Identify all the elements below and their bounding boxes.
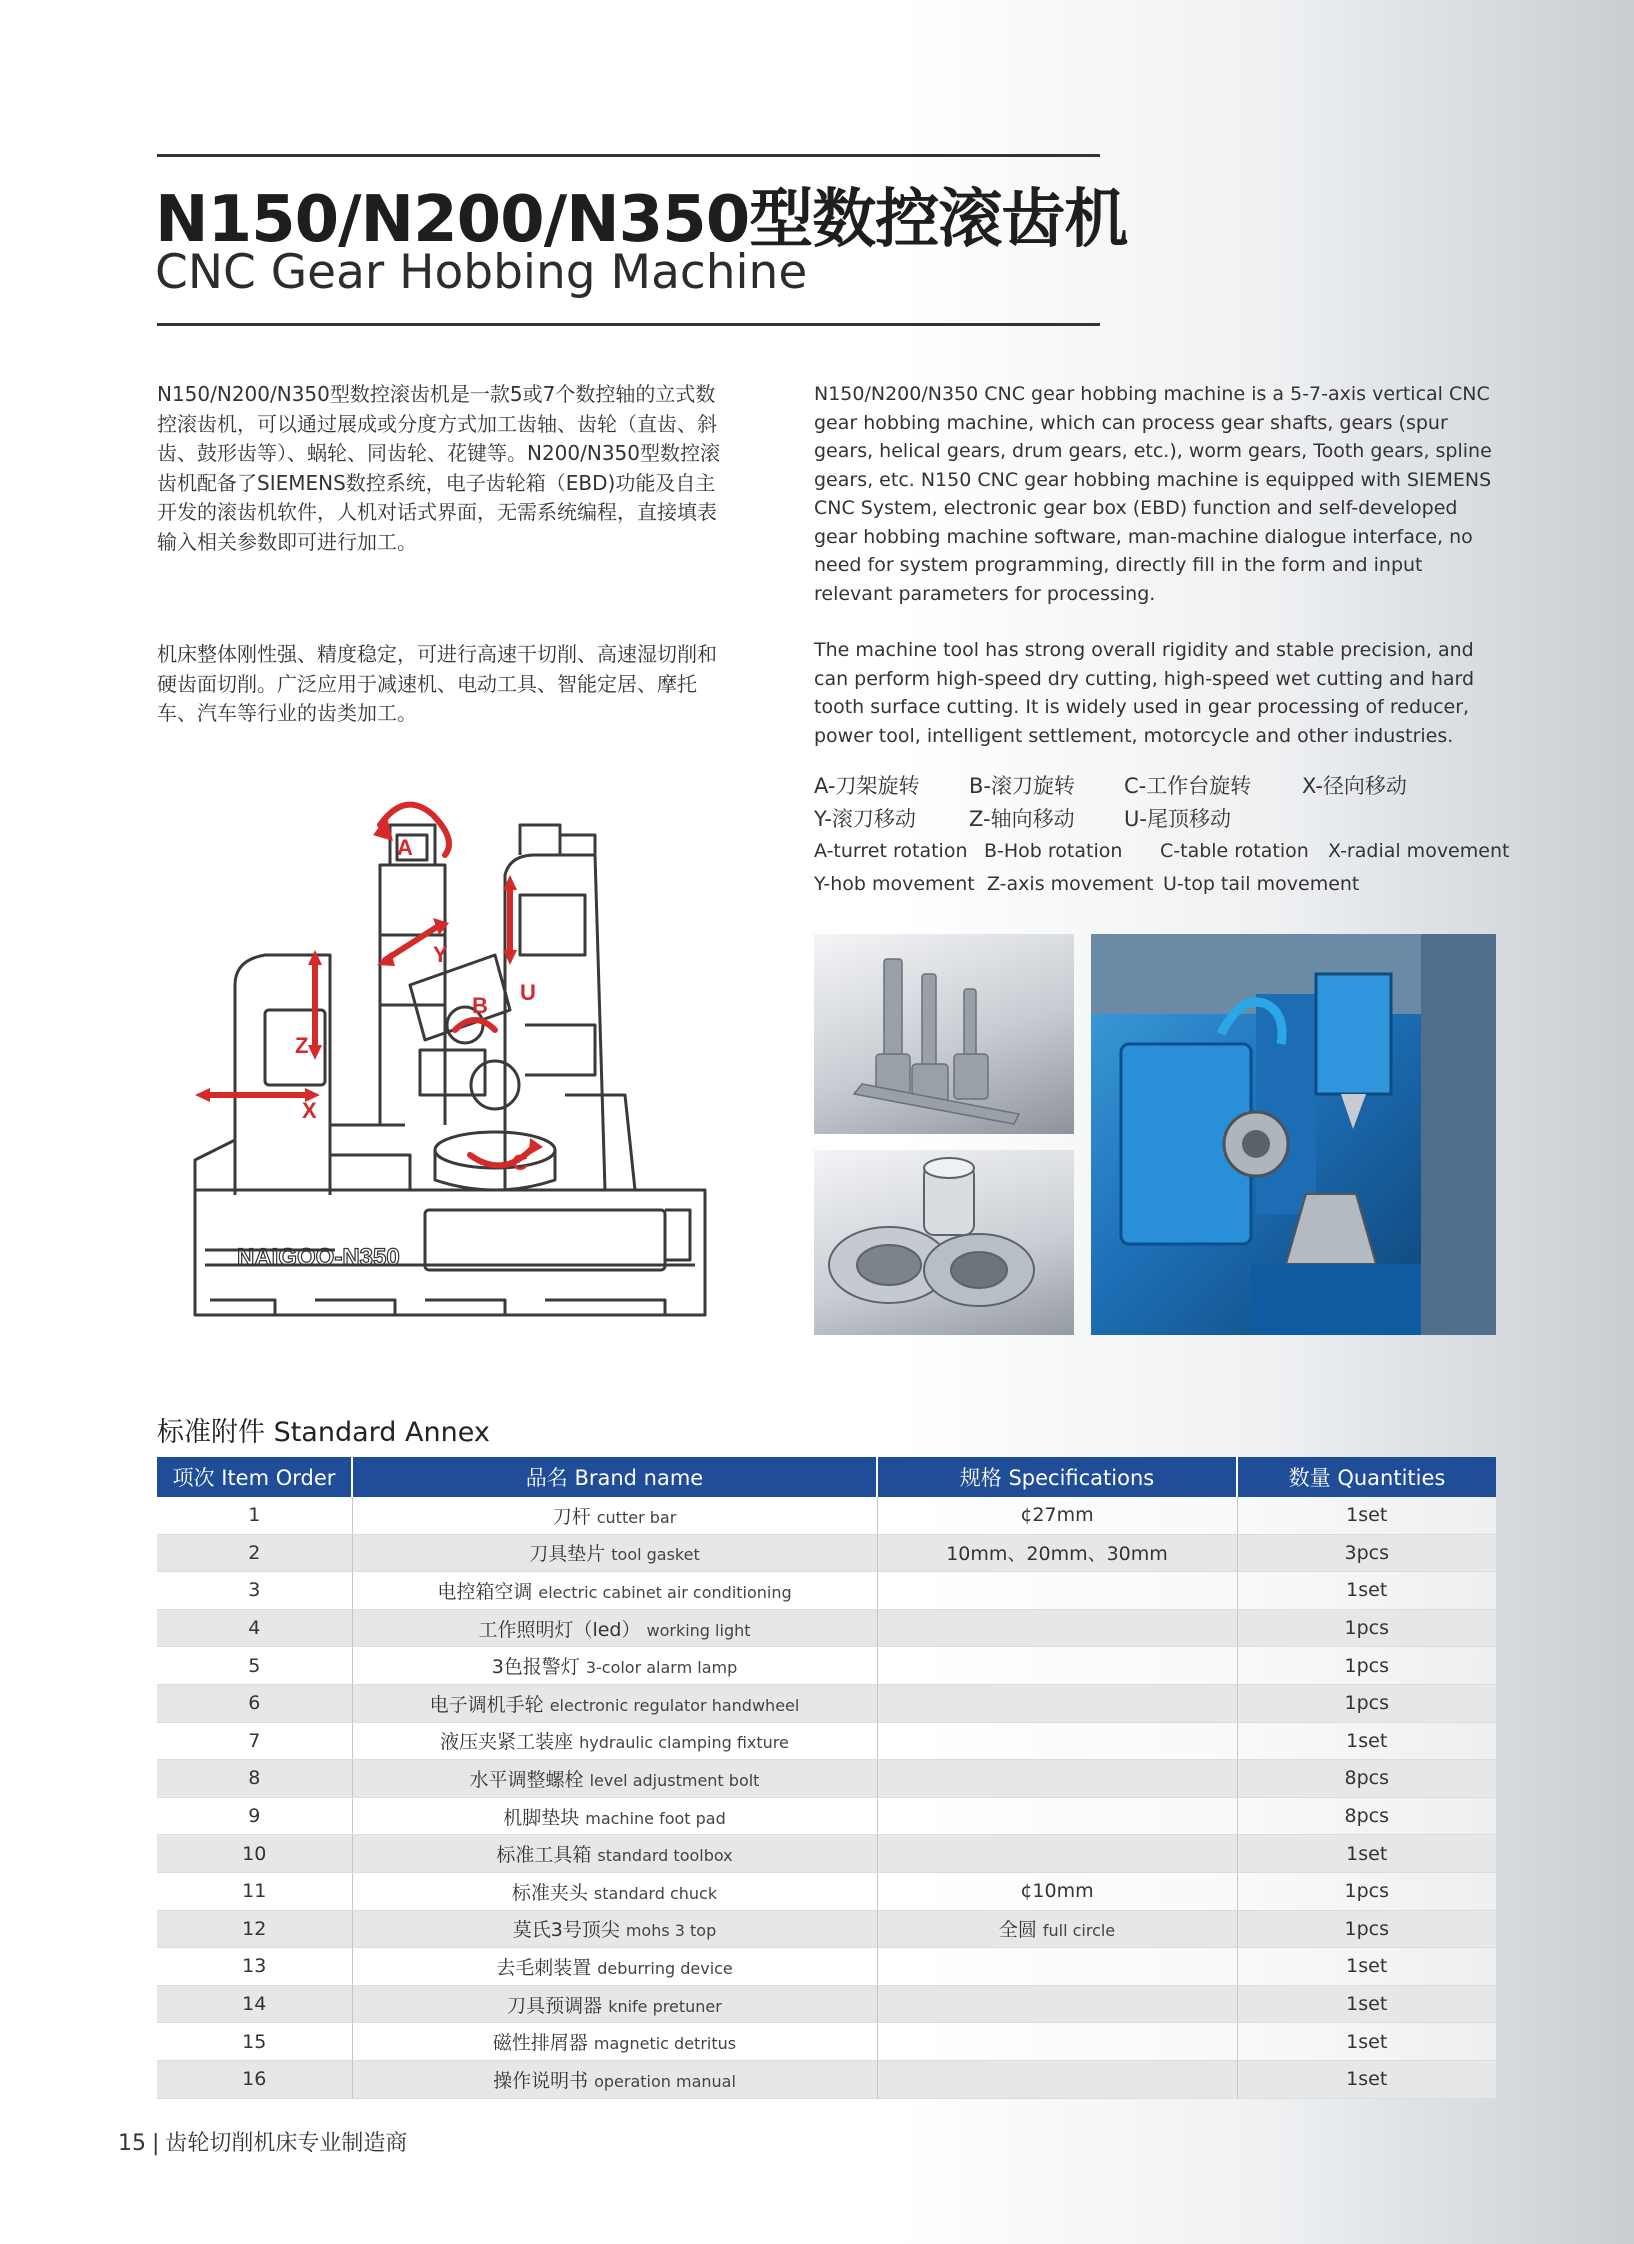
- cell-quantity: [1237, 1835, 1496, 1873]
- cell-specification: [877, 1684, 1237, 1722]
- brand-name-cn: 操作说明书: [493, 2069, 589, 2092]
- cell-item-order: [157, 1760, 352, 1798]
- item-order: 2: [248, 1541, 261, 1564]
- title-rule-bottom: [157, 323, 1100, 326]
- quantity: 1set: [1346, 1729, 1388, 1752]
- cell-quantity: [1237, 1985, 1496, 2023]
- cell-specification: [877, 2023, 1237, 2061]
- quantity: 1pcs: [1344, 1654, 1389, 1677]
- brand-name-en: 3-color alarm lamp: [585, 1658, 738, 1678]
- table-row: [157, 1948, 1496, 1986]
- brand-name-cn: 莫氏3号顶尖: [512, 1919, 620, 1942]
- cell-item-order: [157, 1497, 352, 1534]
- cell-item-order: [157, 1572, 352, 1610]
- axis-legend-en-u: U-top tail movement: [1163, 873, 1360, 895]
- cell-brand-name: [352, 1722, 877, 1760]
- cell-brand-name: [352, 2023, 877, 2061]
- brand-name-en: mohs 3 top: [625, 1921, 717, 1941]
- cell-brand-name: [352, 1948, 877, 1986]
- cell-quantity: [1237, 1948, 1496, 1986]
- column-header-brand-name: 品名 Brand name: [352, 1457, 877, 1497]
- cell-specification: [877, 1609, 1237, 1647]
- table-row: [157, 1910, 1496, 1948]
- cell-quantity: [1237, 1647, 1496, 1685]
- cell-quantity: [1237, 1684, 1496, 1722]
- brand-name-en: cutter bar: [596, 1507, 677, 1527]
- machine-model-label: NAIGOO-N350: [237, 1244, 400, 1271]
- brand-name-cn: 电子调机手轮: [429, 1693, 544, 1716]
- axis-legend-en-z: Z-axis movement: [987, 873, 1154, 895]
- item-order: 6: [248, 1692, 261, 1715]
- machine-interior-photo: [1091, 934, 1496, 1335]
- axis-legend-cn-b: B-滚刀旋转: [969, 774, 1075, 798]
- item-order: 13: [242, 1955, 267, 1978]
- cell-quantity: [1237, 2060, 1496, 2098]
- table-row: [157, 2023, 1496, 2061]
- cell-item-order: [157, 1985, 352, 2023]
- cell-item-order: [157, 2023, 352, 2061]
- cell-quantity: [1237, 1572, 1496, 1610]
- brand-name-en: operation manual: [594, 2071, 736, 2091]
- table-row: [157, 1647, 1496, 1685]
- quantity: 1pcs: [1344, 1617, 1389, 1640]
- specification: 10mm、20mm、30mm: [946, 1543, 1168, 1566]
- quantity: 8pcs: [1344, 1805, 1389, 1828]
- intro-en-paragraph-1: N150/N200/N350 CNC gear hobbing machine is a 5-7-axis vertical CNC gear hobbing machine, which can process gear shafts, gears (spur gears, helical gears, drum gears, etc.), worm gears, Tooth gears, spline gears, etc. N150 CNC gear hobbing machine is equipped with SIEMENS CNC System, electronic gear box (EBD) function and self-developed gear hobbing machine software, man-machine dialogue interface, no need for system programming, directly fill in the form and input relevant parameters for processing.: [814, 383, 1492, 605]
- cell-specification: [877, 1910, 1237, 1948]
- cell-brand-name: [352, 1797, 877, 1835]
- machine-illustration: [165, 795, 725, 1335]
- specification: 全圆: [998, 1919, 1037, 1942]
- table-row: [157, 2060, 1496, 2098]
- quantity: 1set: [1346, 1579, 1388, 1602]
- brand-name-cn: 磁性排屑器: [492, 2032, 588, 2055]
- page-footer: [118, 2126, 407, 2157]
- item-order: 9: [248, 1805, 261, 1828]
- cell-specification: [877, 1722, 1237, 1760]
- cell-item-order: [157, 1948, 352, 1986]
- brand-name-en: working light: [646, 1620, 751, 1640]
- brand-name-cn: 液压夹紧工装座: [440, 1731, 574, 1754]
- cell-brand-name: [352, 1760, 877, 1798]
- quantity: 1set: [1346, 1504, 1388, 1527]
- quantity: 1pcs: [1344, 1692, 1389, 1715]
- quantity: 1set: [1346, 2030, 1388, 2053]
- brand-name-cn: 刀具预调器: [507, 1994, 603, 2017]
- brand-name-cn: 3色报警灯: [491, 1656, 580, 1679]
- cell-quantity: [1237, 1534, 1496, 1572]
- cell-specification: [877, 1985, 1237, 2023]
- cell-item-order: [157, 1872, 352, 1910]
- cell-brand-name: [352, 1835, 877, 1873]
- brand-name-en: tool gasket: [611, 1545, 700, 1565]
- intro-cn-paragraph-2: 机床整体刚性强、精度稳定，可进行高速干切削、高速湿切削和硬齿面切削。广泛应用于减速机、电动工具、智能定居、摩托车、汽车等行业的齿类加工。: [157, 642, 717, 725]
- item-order: 11: [242, 1880, 267, 1903]
- cell-specification: [877, 1872, 1237, 1910]
- table-row: [157, 1760, 1496, 1798]
- item-order: 15: [242, 2030, 267, 2053]
- cell-specification: [877, 1647, 1237, 1685]
- brand-name-cn: 标准夹头: [511, 1881, 588, 1904]
- brand-name-en: level adjustment bolt: [589, 1770, 760, 1790]
- table-header-row: [157, 1457, 1496, 1497]
- quantity: 8pcs: [1344, 1767, 1389, 1790]
- table-row: [157, 1572, 1496, 1610]
- brand-name-cn: 刀杆: [552, 1505, 591, 1528]
- specification: ¢27mm: [1020, 1504, 1094, 1527]
- brand-name-en: electronic regulator handwheel: [549, 1695, 800, 1715]
- cell-quantity: [1237, 1872, 1496, 1910]
- cell-item-order: [157, 1797, 352, 1835]
- axis-letter-y: Y: [433, 942, 448, 967]
- axis-legend-cn-x: X-径向移动: [1302, 774, 1407, 798]
- brand-name-cn: 水平调整螺栓: [469, 1768, 584, 1791]
- title-rule-top: [157, 154, 1100, 157]
- column-header-specifications: 规格 Specifications: [877, 1457, 1237, 1497]
- table-row: [157, 1797, 1496, 1835]
- intro-cn-paragraph-1: N150/N200/N350型数控滚齿机是一款5或7个数控轴的立式数控滚齿机，可以通过展成或分度方式加工齿轴、齿轮（直齿、斜齿、鼓形齿等）、蜗轮、同齿轮、花键等。N200/N350型数控滚齿机配备了SIEMENS数控系统，电子齿轮箱（EBD)功能及自主开发的滚齿机软件，人机对话式界面，无需系统编程，直接填表输入相关参数即可进行加工。: [157, 382, 721, 554]
- cell-item-order: [157, 1647, 352, 1685]
- cell-brand-name: [352, 1609, 877, 1647]
- brand-name-en: machine foot pad: [585, 1808, 726, 1828]
- cell-brand-name: [352, 1534, 877, 1572]
- column-header-item-order: 项次 Item Order: [157, 1457, 352, 1497]
- brand-name-cn: 去毛刺装置: [496, 1956, 592, 1979]
- cell-quantity: [1237, 1760, 1496, 1798]
- item-order: 5: [248, 1654, 261, 1677]
- cell-brand-name: [352, 1985, 877, 2023]
- quantity: 1set: [1346, 1993, 1388, 2016]
- quantity: 1set: [1346, 1955, 1388, 1978]
- brand-name-en: deburring device: [597, 1958, 733, 1978]
- item-order: 12: [242, 1917, 267, 1940]
- axis-legend-en-b: B-Hob rotation: [984, 840, 1123, 862]
- cell-specification: [877, 1760, 1237, 1798]
- cell-quantity: [1237, 1497, 1496, 1534]
- quantity: 1set: [1346, 1842, 1388, 1865]
- item-order: 4: [248, 1617, 261, 1640]
- axis-letter-b: B: [472, 993, 488, 1018]
- page-title: N150/N200/N350型数控滚齿机: [155, 183, 1128, 257]
- axis-legend-cn-a: A-刀架旋转: [814, 774, 920, 798]
- table-row: [157, 1684, 1496, 1722]
- cell-item-order: [157, 2060, 352, 2098]
- item-order: 7: [248, 1729, 261, 1752]
- cell-item-order: [157, 1910, 352, 1948]
- specification-en: full circle: [1042, 1921, 1116, 1941]
- cell-specification: [877, 1835, 1237, 1873]
- table-row: [157, 1722, 1496, 1760]
- quantity: 3pcs: [1344, 1541, 1389, 1564]
- item-order: 1: [248, 1504, 261, 1527]
- table-row: [157, 1534, 1496, 1572]
- cell-item-order: [157, 1609, 352, 1647]
- quantity: 1pcs: [1344, 1880, 1389, 1903]
- brand-name-en: knife pretuner: [608, 1996, 722, 2016]
- cell-brand-name: [352, 1872, 877, 1910]
- brand-name-en: hydraulic clamping fixture: [579, 1733, 789, 1753]
- intro-en-paragraph-2: The machine tool has strong overall rigidity and stable precision, and can perform high-speed dry cutting, high-speed wet cutting and hard tooth surface cutting. It is widely used in gear processing of reducer, power tool, intelligent settlement, motorcycle and other industries.: [814, 639, 1475, 747]
- cell-quantity: [1237, 1910, 1496, 1948]
- quantity: 1set: [1346, 2068, 1388, 2091]
- axis-legend-cn-z: Z-轴向移动: [969, 807, 1075, 831]
- table-row: [157, 1497, 1496, 1534]
- axis-legend-cn-y: Y-滚刀移动: [814, 807, 916, 831]
- item-order: 14: [242, 1993, 267, 2016]
- cell-quantity: [1237, 2023, 1496, 2061]
- table-row: [157, 1609, 1496, 1647]
- column-header-quantities: 数量 Quantities: [1237, 1457, 1496, 1497]
- page-subtitle: CNC Gear Hobbing Machine: [155, 245, 808, 300]
- axis-letter-u: U: [520, 980, 536, 1005]
- cell-item-order: [157, 1835, 352, 1873]
- cell-specification: [877, 1497, 1237, 1534]
- cell-brand-name: [352, 2060, 877, 2098]
- axis-letter-z: Z: [295, 1033, 309, 1058]
- gear-shafts-photo: [814, 934, 1074, 1134]
- cell-item-order: [157, 1722, 352, 1760]
- table-body: [157, 1497, 1496, 2098]
- annex-heading: 标准附件 Standard Annex: [157, 1417, 490, 1448]
- axis-legend-en-y: Y-hob movement: [814, 873, 975, 895]
- brand-name-cn: 电控箱空调: [437, 1580, 533, 1603]
- table-row: [157, 1872, 1496, 1910]
- brand-name-en: standard chuck: [593, 1883, 718, 1903]
- item-order: 8: [248, 1767, 261, 1790]
- cell-quantity: [1237, 1797, 1496, 1835]
- cell-specification: [877, 2060, 1237, 2098]
- page-number: 15: [118, 2131, 146, 2156]
- axis-legend-en-a: A-turret rotation: [814, 840, 968, 862]
- brand-name-en: magnetic detritus: [593, 2034, 737, 2054]
- brand-name-cn: 刀具垫片: [529, 1543, 606, 1566]
- cell-specification: [877, 1534, 1237, 1572]
- axis-legend-en-c: C-table rotation: [1160, 840, 1309, 862]
- cell-specification: [877, 1797, 1237, 1835]
- standard-annex-table: [157, 1457, 1496, 2099]
- footer-separator: |: [152, 2131, 160, 2156]
- cell-brand-name: [352, 1910, 877, 1948]
- specification: ¢10mm: [1020, 1880, 1094, 1903]
- item-order: 10: [242, 1842, 267, 1865]
- axis-letter-a: A: [397, 835, 413, 860]
- brand-name-cn: 机脚垫块: [503, 1806, 580, 1829]
- cell-specification: [877, 1572, 1237, 1610]
- item-order: 16: [242, 2068, 267, 2091]
- footer-text: 齿轮切削机床专业制造商: [165, 2131, 408, 2156]
- cell-specification: [877, 1948, 1237, 1986]
- brand-name-cn: 工作照明灯（led）: [478, 1618, 641, 1641]
- brand-name-en: electric cabinet air conditioning: [538, 1582, 792, 1602]
- axis-legend-en-x: X-radial movement: [1328, 840, 1510, 862]
- cell-brand-name: [352, 1684, 877, 1722]
- table-row: [157, 1835, 1496, 1873]
- cell-item-order: [157, 1534, 352, 1572]
- cell-item-order: [157, 1684, 352, 1722]
- cell-brand-name: [352, 1572, 877, 1610]
- gears-photo: [814, 1150, 1074, 1335]
- cell-quantity: [1237, 1722, 1496, 1760]
- brand-name-cn: 标准工具箱: [496, 1844, 592, 1867]
- axis-legend-cn-u: U-尾顶移动: [1124, 807, 1231, 831]
- table-row: [157, 1985, 1496, 2023]
- axis-letter-c: C: [512, 1150, 528, 1175]
- axis-legend-cn-c: C-工作台旋转: [1124, 774, 1252, 798]
- axis-letter-x: X: [302, 1098, 317, 1123]
- cell-brand-name: [352, 1497, 877, 1534]
- brand-name-en: standard toolbox: [597, 1846, 733, 1866]
- item-order: 3: [248, 1579, 261, 1602]
- cell-quantity: [1237, 1609, 1496, 1647]
- cell-brand-name: [352, 1647, 877, 1685]
- quantity: 1pcs: [1344, 1917, 1389, 1940]
